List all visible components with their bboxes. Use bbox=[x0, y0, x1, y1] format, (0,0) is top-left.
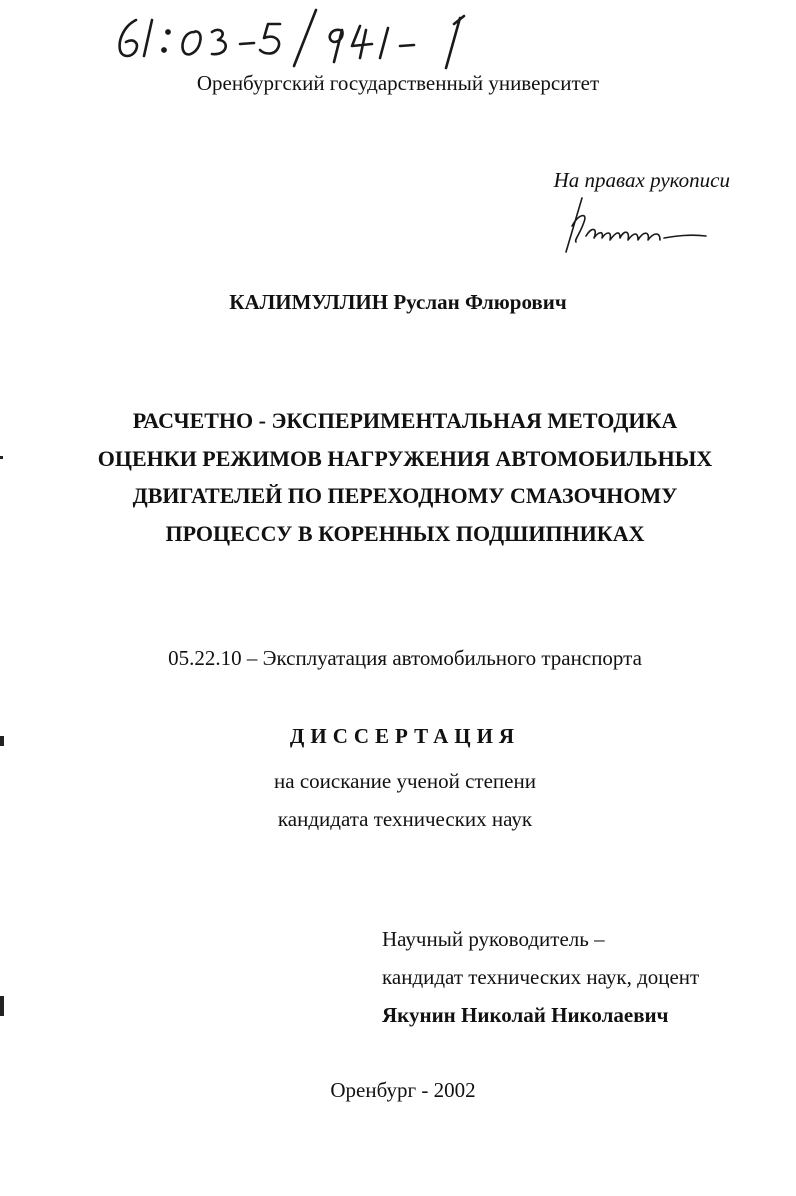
title-line: ДВИГАТЕЛЕЙ ПО ПЕРЕХОДНОМУ СМАЗОЧНОМУ bbox=[132, 483, 678, 508]
author-signature bbox=[548, 196, 718, 256]
title-line: ПРОЦЕССУ В КОРЕННЫХ ПОДШИПНИКАХ bbox=[165, 520, 645, 546]
manuscript-rights-note: На правах рукописи bbox=[553, 168, 730, 192]
document-type: ДИССЕРТАЦИЯ bbox=[289, 724, 521, 748]
scan-margin-mark bbox=[0, 456, 3, 459]
degree-statement bbox=[0, 762, 796, 838]
author-name: КАЛИМУЛЛИН Руслан Флюрович bbox=[229, 290, 567, 314]
dissertation-title bbox=[0, 402, 796, 552]
degree-line: на соискание ученой степени bbox=[274, 769, 536, 793]
scan-margin-mark bbox=[0, 996, 4, 1016]
title-line: РАСЧЕТНО - ЭКСПЕРИМЕНТАЛЬНАЯ МЕТОДИКА bbox=[132, 408, 678, 433]
degree-line: кандидата технических наук bbox=[277, 807, 533, 831]
specialty-code: 05.22.10 – Эксплуатация автомобильного транспорта bbox=[168, 646, 642, 670]
supervisor-name: Якунин Николай Николаевич bbox=[382, 1003, 669, 1027]
supervisor-credentials: кандидат технических наук, доцент bbox=[382, 965, 700, 989]
city-and-year: Оренбург - 2002 bbox=[330, 1078, 476, 1102]
supervisor-block bbox=[382, 920, 782, 1034]
title-line: ОЦЕНКИ РЕЖИМОВ НАГРУЖЕНИЯ АВТОМОБИЛЬНЫХ bbox=[97, 445, 713, 471]
handwritten-archive-code bbox=[108, 6, 508, 76]
university-name: Оренбургский государственный университет bbox=[196, 71, 600, 95]
scan-margin-mark bbox=[0, 736, 4, 746]
supervisor-role: Научный руководитель – bbox=[382, 927, 605, 951]
